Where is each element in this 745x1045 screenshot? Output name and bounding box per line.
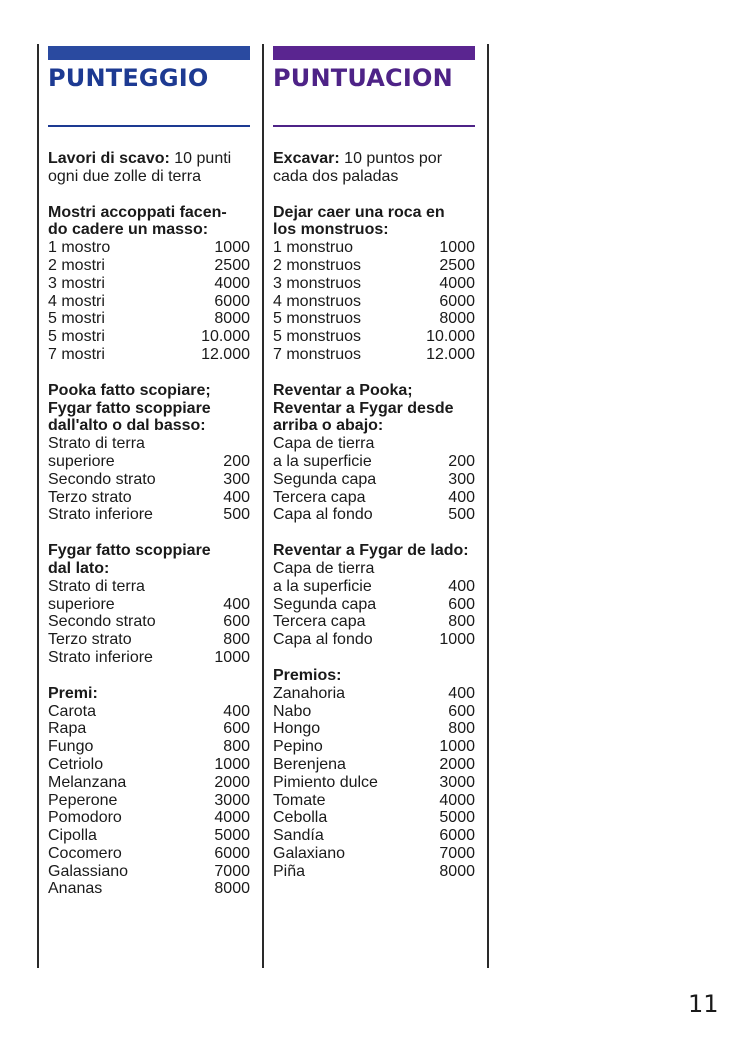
score-item: 3 mostri [48,274,105,292]
score-item: Fungo [48,738,94,756]
spanish-title-rule [273,125,475,127]
score-item: Melanzana [48,773,127,791]
score-points: 800 [448,720,475,738]
score-points: 10.000 [201,328,250,346]
score-item: 7 monstruos [273,345,362,363]
spanish-content [273,150,475,880]
score-points: 2000 [214,773,250,791]
score-item: 4 mostri [48,292,105,310]
score-row [273,239,475,257]
score-item: Carota [48,702,97,720]
score-item: superiore [48,595,115,613]
score-item: Tercera capa [273,613,366,631]
score-row [48,809,250,827]
score-points: 4000 [439,274,475,292]
score-row [48,774,250,792]
section-gap [48,667,250,685]
score-item: 7 mostri [48,345,105,363]
score-points: 4000 [439,791,475,809]
score-item: 5 mostri [48,310,105,328]
score-item: Tercera capa [273,488,366,506]
intro-heading: Excavar: [273,150,340,167]
score-points: 5000 [439,809,475,827]
score-item: superiore [48,452,115,470]
score-item: Pomodoro [48,809,122,827]
score-points: 400 [223,595,250,613]
section-heading: Reventar a Fygar de lado: [273,542,469,560]
score-points: 800 [223,738,250,756]
score-row [273,346,475,364]
intro-text: 10 puntos por [339,150,443,167]
italian-color-band [48,46,250,60]
score-points: 2500 [214,256,250,274]
score-item: a la superficie [273,577,372,595]
spanish-color-band [273,46,475,60]
score-item: 5 mostri [48,328,105,346]
score-item: Berenjena [273,755,346,773]
score-row [48,649,250,667]
score-points: 400 [223,488,250,506]
score-item: a la superficie [273,452,372,470]
score-row [48,792,250,810]
right-column-divider [487,44,489,968]
score-row [273,489,475,507]
score-item: Strato di terra [48,577,145,595]
score-points: 5000 [214,827,250,845]
score-row [48,880,250,898]
score-item: Cocomero [48,844,122,862]
score-row [273,560,475,578]
score-row [48,453,250,471]
score-row [48,293,250,311]
intro-line: cada dos paladas [273,167,399,185]
score-row [48,257,250,275]
score-row [273,631,475,649]
score-points: 400 [223,702,250,720]
score-item: Strato di terra [48,435,145,453]
score-row [273,792,475,810]
score-row [273,863,475,881]
score-row [48,756,250,774]
spanish-title: PUNTUACION [273,64,453,92]
score-row [48,489,250,507]
score-row [48,863,250,881]
score-item: 1 monstruo [273,239,354,257]
score-points: 1000 [439,239,475,257]
intro-text: 10 punti [169,150,232,167]
score-row [48,435,250,453]
section-heading: Fygar fatto scoppiare [48,399,211,417]
score-row [48,845,250,863]
score-item: Galassiano [48,862,129,880]
section-gap [48,364,250,382]
section-heading: Fygar fatto scoppiare [48,542,211,560]
section-gap [48,524,250,542]
score-item: Ananas [48,880,103,898]
section-heading: Mostri accoppati facen- [48,203,227,221]
score-item: Segunda capa [273,595,377,613]
score-points: 1000 [214,648,250,666]
score-row [273,257,475,275]
score-item: Strato inferiore [48,506,153,524]
score-item: Segunda capa [273,470,377,488]
score-item: Peperone [48,791,118,809]
score-points: 6000 [439,827,475,845]
score-points: 12.000 [426,345,475,363]
score-item: Hongo [273,720,321,738]
score-points: 8000 [214,310,250,328]
score-row [48,506,250,524]
section-heading: do cadere un masso: [48,221,209,239]
score-item: 2 mostri [48,256,105,274]
score-row [273,328,475,346]
score-points: 800 [448,613,475,631]
score-points: 2000 [439,755,475,773]
score-item: Secondo strato [48,613,156,631]
score-row [273,310,475,328]
score-points: 200 [223,452,250,470]
score-row [273,435,475,453]
score-row [273,756,475,774]
score-points: 500 [448,506,475,524]
score-row [48,827,250,845]
score-row [48,631,250,649]
score-points: 10.000 [426,328,475,346]
section-gap [273,524,475,542]
score-row [273,275,475,293]
score-row [48,328,250,346]
section-heading: arriba o abajo: [273,417,384,435]
intro-line [273,150,475,168]
score-item: Pimiento dulce [273,773,378,791]
score-item: Capa de tierra [273,435,375,453]
score-points: 300 [223,470,250,488]
score-points: 6000 [439,292,475,310]
score-points: 3000 [214,791,250,809]
score-points: 4000 [214,809,250,827]
score-row [48,346,250,364]
score-row [48,471,250,489]
score-item: Sandía [273,827,324,845]
score-points: 1000 [214,239,250,257]
score-item: Capa al fondo [273,506,373,524]
score-points: 400 [448,684,475,702]
section-heading: los monstruos: [273,221,389,239]
score-points: 600 [223,720,250,738]
italian-title-rule [48,125,250,127]
score-points: 4000 [214,274,250,292]
score-item: 5 monstruos [273,328,362,346]
score-row [273,720,475,738]
score-row [48,239,250,257]
intro-line: ogni due zolle di terra [48,167,201,185]
score-item: 2 monstruos [273,256,362,274]
score-row [48,703,250,721]
score-item: Rapa [48,720,87,738]
section-gap [273,364,475,382]
score-row [273,685,475,703]
section-heading: Premi: [48,684,98,702]
score-item: Cetriolo [48,755,104,773]
center-column-divider [262,44,264,968]
score-item: 4 monstruos [273,292,362,310]
score-points: 2500 [439,256,475,274]
score-row [48,720,250,738]
score-points: 7000 [439,844,475,862]
score-points: 3000 [439,773,475,791]
score-points: 8000 [439,310,475,328]
score-points: 7000 [214,862,250,880]
score-points: 500 [223,506,250,524]
score-row [273,827,475,845]
score-item: Secondo strato [48,470,156,488]
score-item: Cipolla [48,827,97,845]
score-item: Piña [273,862,306,880]
score-row [273,453,475,471]
section-gap [48,186,250,204]
score-item: 1 mostro [48,239,111,257]
section-heading: dal lato: [48,559,110,577]
score-points: 6000 [214,292,250,310]
score-row [273,596,475,614]
score-row [273,613,475,631]
score-item: Cebolla [273,809,328,827]
score-row [48,275,250,293]
score-row [273,738,475,756]
score-row [48,310,250,328]
score-item: Nabo [273,702,312,720]
section-heading: dall'alto o dal basso: [48,417,206,435]
score-points: 1000 [214,755,250,773]
score-row [273,506,475,524]
score-row [48,578,250,596]
score-points: 8000 [439,862,475,880]
score-item: Capa de tierra [273,559,375,577]
intro-line [48,150,250,168]
score-item: Capa al fondo [273,631,373,649]
page-number: 11 [688,990,719,1018]
score-item: Pepino [273,738,323,756]
section-gap [273,649,475,667]
score-item: 3 monstruos [273,274,362,292]
score-item: Terzo strato [48,631,132,649]
score-row [48,613,250,631]
score-item: Galaxiano [273,844,346,862]
score-points: 400 [448,577,475,595]
italian-content [48,150,250,898]
score-points: 1000 [439,631,475,649]
score-item: Tomate [273,791,326,809]
intro-heading: Lavori di scavo: [48,150,170,167]
score-points: 6000 [214,844,250,862]
score-item: Terzo strato [48,488,132,506]
section-heading: Premios: [273,666,342,684]
section-heading: Dejar caer una roca en [273,203,445,221]
section-heading: Reventar a Pooka; [273,381,413,399]
score-row [273,809,475,827]
score-points: 800 [223,631,250,649]
score-row [273,845,475,863]
score-points: 8000 [214,880,250,898]
score-points: 1000 [439,738,475,756]
score-points: 600 [223,613,250,631]
section-heading: Pooka fatto scopiare; [48,381,211,399]
score-points: 300 [448,470,475,488]
section-heading: Reventar a Fygar desde [273,399,454,417]
score-row [48,596,250,614]
score-item: Zanahoria [273,684,346,702]
score-points: 600 [448,595,475,613]
score-row [48,738,250,756]
score-row [273,293,475,311]
left-column-divider [37,44,39,968]
score-points: 200 [448,452,475,470]
italian-title: PUNTEGGIO [48,64,209,92]
score-points: 400 [448,488,475,506]
score-item: 5 monstruos [273,310,362,328]
score-points: 12.000 [201,345,250,363]
score-row [273,703,475,721]
section-gap [273,186,475,204]
score-row [273,578,475,596]
score-points: 600 [448,702,475,720]
score-item: Strato inferiore [48,648,153,666]
score-row [273,774,475,792]
score-row [273,471,475,489]
